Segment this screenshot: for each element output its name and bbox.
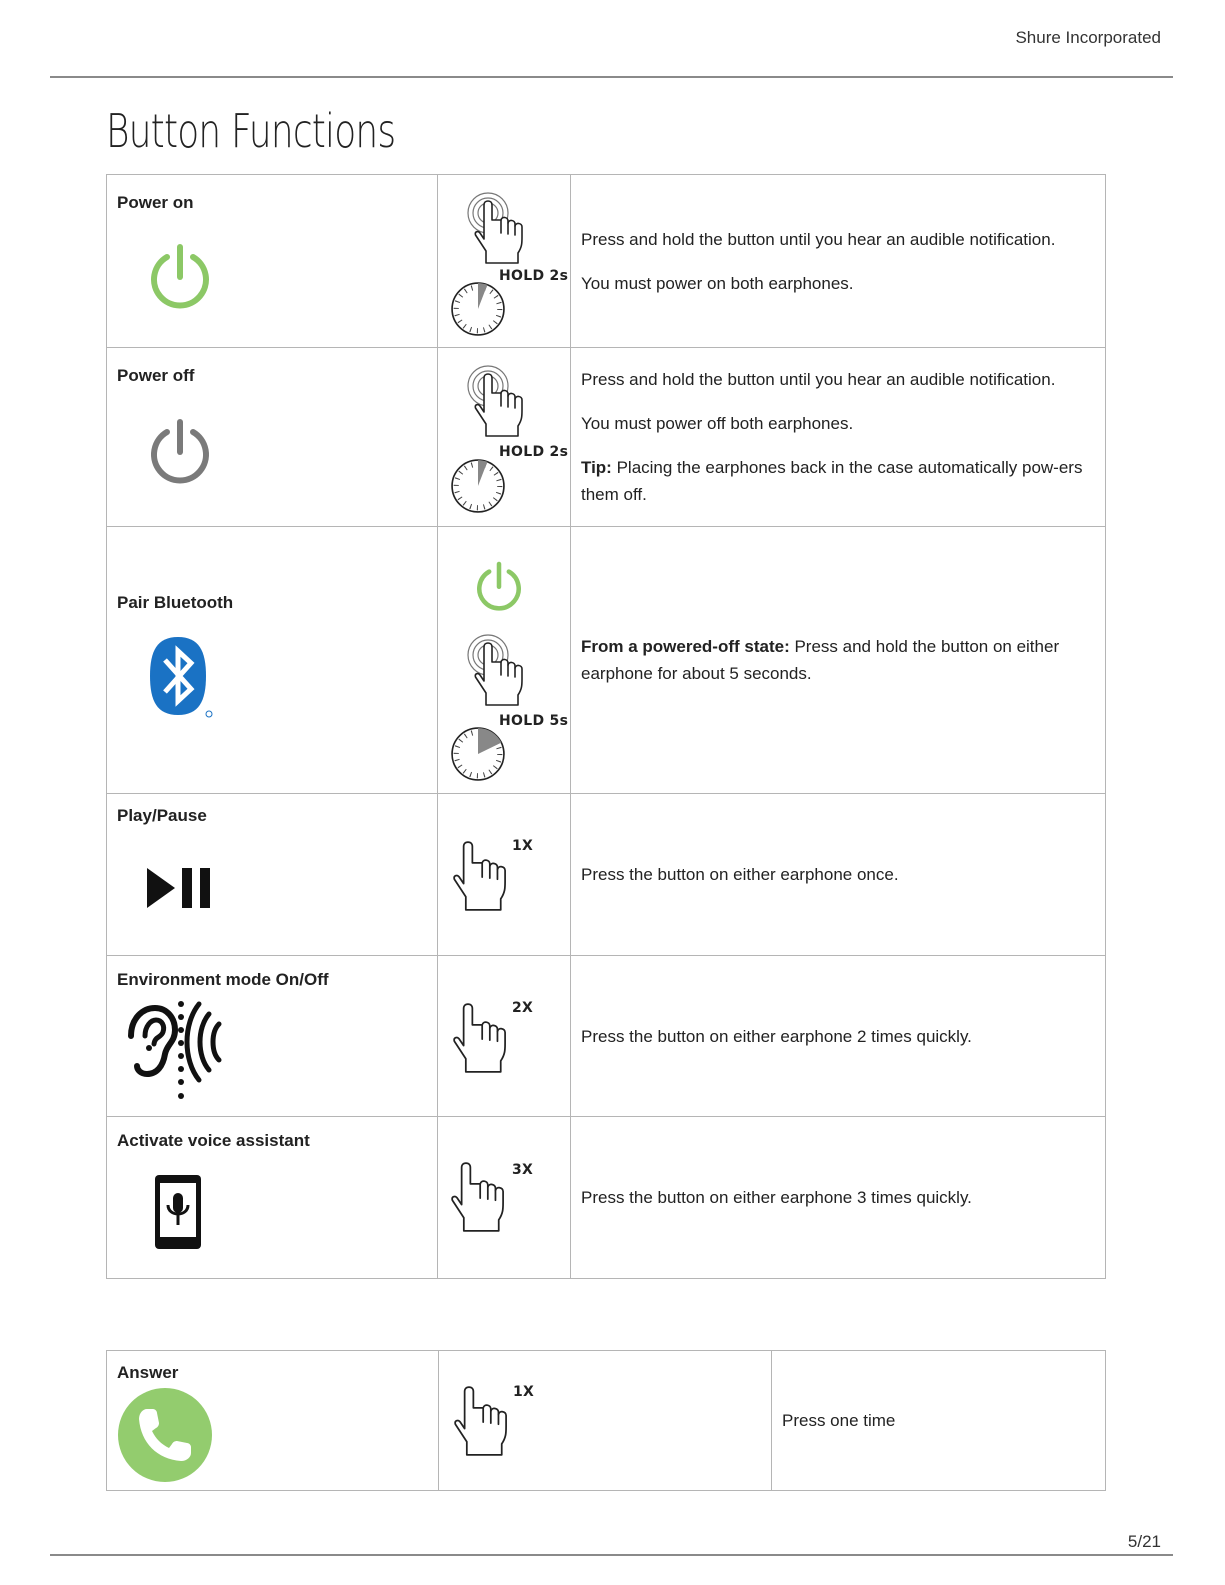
stopwatch-icon <box>450 458 506 514</box>
function-name: Environment mode On/Off <box>117 970 329 989</box>
description-cell <box>571 527 1106 794</box>
function-cell <box>107 1351 439 1491</box>
button-functions-table <box>106 174 1106 1279</box>
gesture-label: 1X <box>513 1384 535 1400</box>
description-line: Press the button on either earphone 3 times quickly. <box>581 1188 972 1207</box>
company-name: Shure Incorporated <box>1015 28 1161 47</box>
tip-text: Placing the earphones back in the case automatically pow-ers them off. <box>581 458 1083 504</box>
call-functions-table <box>106 1350 1106 1491</box>
function-name: Activate voice assistant <box>117 1131 310 1150</box>
gesture-cell <box>438 956 571 1117</box>
tap-hand-icon <box>450 1161 506 1233</box>
voice-assistant-icon <box>153 1173 203 1251</box>
gesture-label: HOLD 5s <box>499 713 569 729</box>
stopwatch-icon <box>450 281 506 337</box>
function-cell <box>107 348 438 527</box>
description-line: Press and hold the button until you hear an audible notification. <box>581 370 1056 389</box>
environment-mode-icon <box>123 1000 237 1102</box>
table-row <box>107 1351 1106 1491</box>
gesture-cell <box>438 348 571 527</box>
header-rule <box>50 76 1173 78</box>
bluetooth-icon <box>147 635 213 719</box>
description-cell <box>571 794 1106 956</box>
tap-hand-icon <box>452 1002 508 1074</box>
description-cell <box>571 348 1106 527</box>
stopwatch-icon <box>450 726 506 782</box>
description-line: Press and hold the button until you hear an audible notification. <box>581 229 1056 249</box>
gesture-label: 3X <box>512 1162 534 1178</box>
function-name: Answer <box>117 1363 179 1382</box>
function-cell <box>107 175 438 348</box>
function-cell <box>107 956 438 1117</box>
description-tip <box>581 454 1095 508</box>
function-cell <box>107 794 438 956</box>
description-cell <box>571 1117 1106 1279</box>
table-row <box>107 348 1106 527</box>
function-name: Power off <box>117 366 195 385</box>
description-line: You must power off both earphones. <box>581 414 854 433</box>
gesture-cell <box>438 1117 571 1279</box>
description-cell <box>772 1351 1106 1491</box>
play-pause-icon <box>147 866 215 910</box>
footer-rule <box>50 1554 1173 1556</box>
description-line <box>581 633 1095 687</box>
function-name: Power on <box>117 193 194 212</box>
function-cell <box>107 1117 438 1279</box>
gesture-cell <box>438 794 571 956</box>
power-green-icon <box>147 243 213 309</box>
description-cell <box>571 956 1106 1117</box>
description-cell <box>571 175 1106 348</box>
gesture-label: 1X <box>512 838 534 854</box>
description-line: You must power on both earphones. <box>581 273 854 293</box>
table-row <box>107 1117 1106 1279</box>
function-name: Play/Pause <box>117 806 207 825</box>
press-hold-hand-icon <box>464 189 528 267</box>
gesture-cell <box>438 527 571 794</box>
gesture-cell <box>439 1351 772 1491</box>
power-gray-icon <box>147 418 213 484</box>
description-line: Press one time <box>782 1411 896 1430</box>
table-row <box>107 527 1106 794</box>
gesture-label: 2X <box>512 1000 534 1016</box>
table-row <box>107 175 1106 348</box>
phone-answer-icon <box>117 1387 213 1483</box>
table-row <box>107 794 1106 956</box>
tap-hand-icon <box>453 1385 509 1457</box>
page-number: 5/21 <box>1127 1532 1161 1551</box>
description-line: Press the button on either earphone 2 times quickly. <box>581 1026 972 1046</box>
press-hold-hand-icon <box>464 362 528 440</box>
tap-hand-icon <box>452 840 508 912</box>
description-text: Press and hold the button on either earphone for about 5 seconds. <box>581 637 1060 683</box>
gesture-label: HOLD 2s <box>499 444 569 460</box>
function-name: Pair Bluetooth <box>117 593 234 612</box>
description-line: Press the button on either earphone once. <box>581 865 899 884</box>
gesture-cell <box>438 175 571 348</box>
power-green-icon <box>474 561 524 611</box>
gesture-label: HOLD 2s <box>499 268 569 284</box>
description-emphasis: From a powered-off state: <box>581 637 790 656</box>
page-title: Button Functions <box>106 104 396 158</box>
table-row <box>107 956 1106 1117</box>
press-hold-hand-icon <box>464 631 528 709</box>
function-cell <box>107 527 438 794</box>
tip-label: Tip: <box>581 458 612 477</box>
